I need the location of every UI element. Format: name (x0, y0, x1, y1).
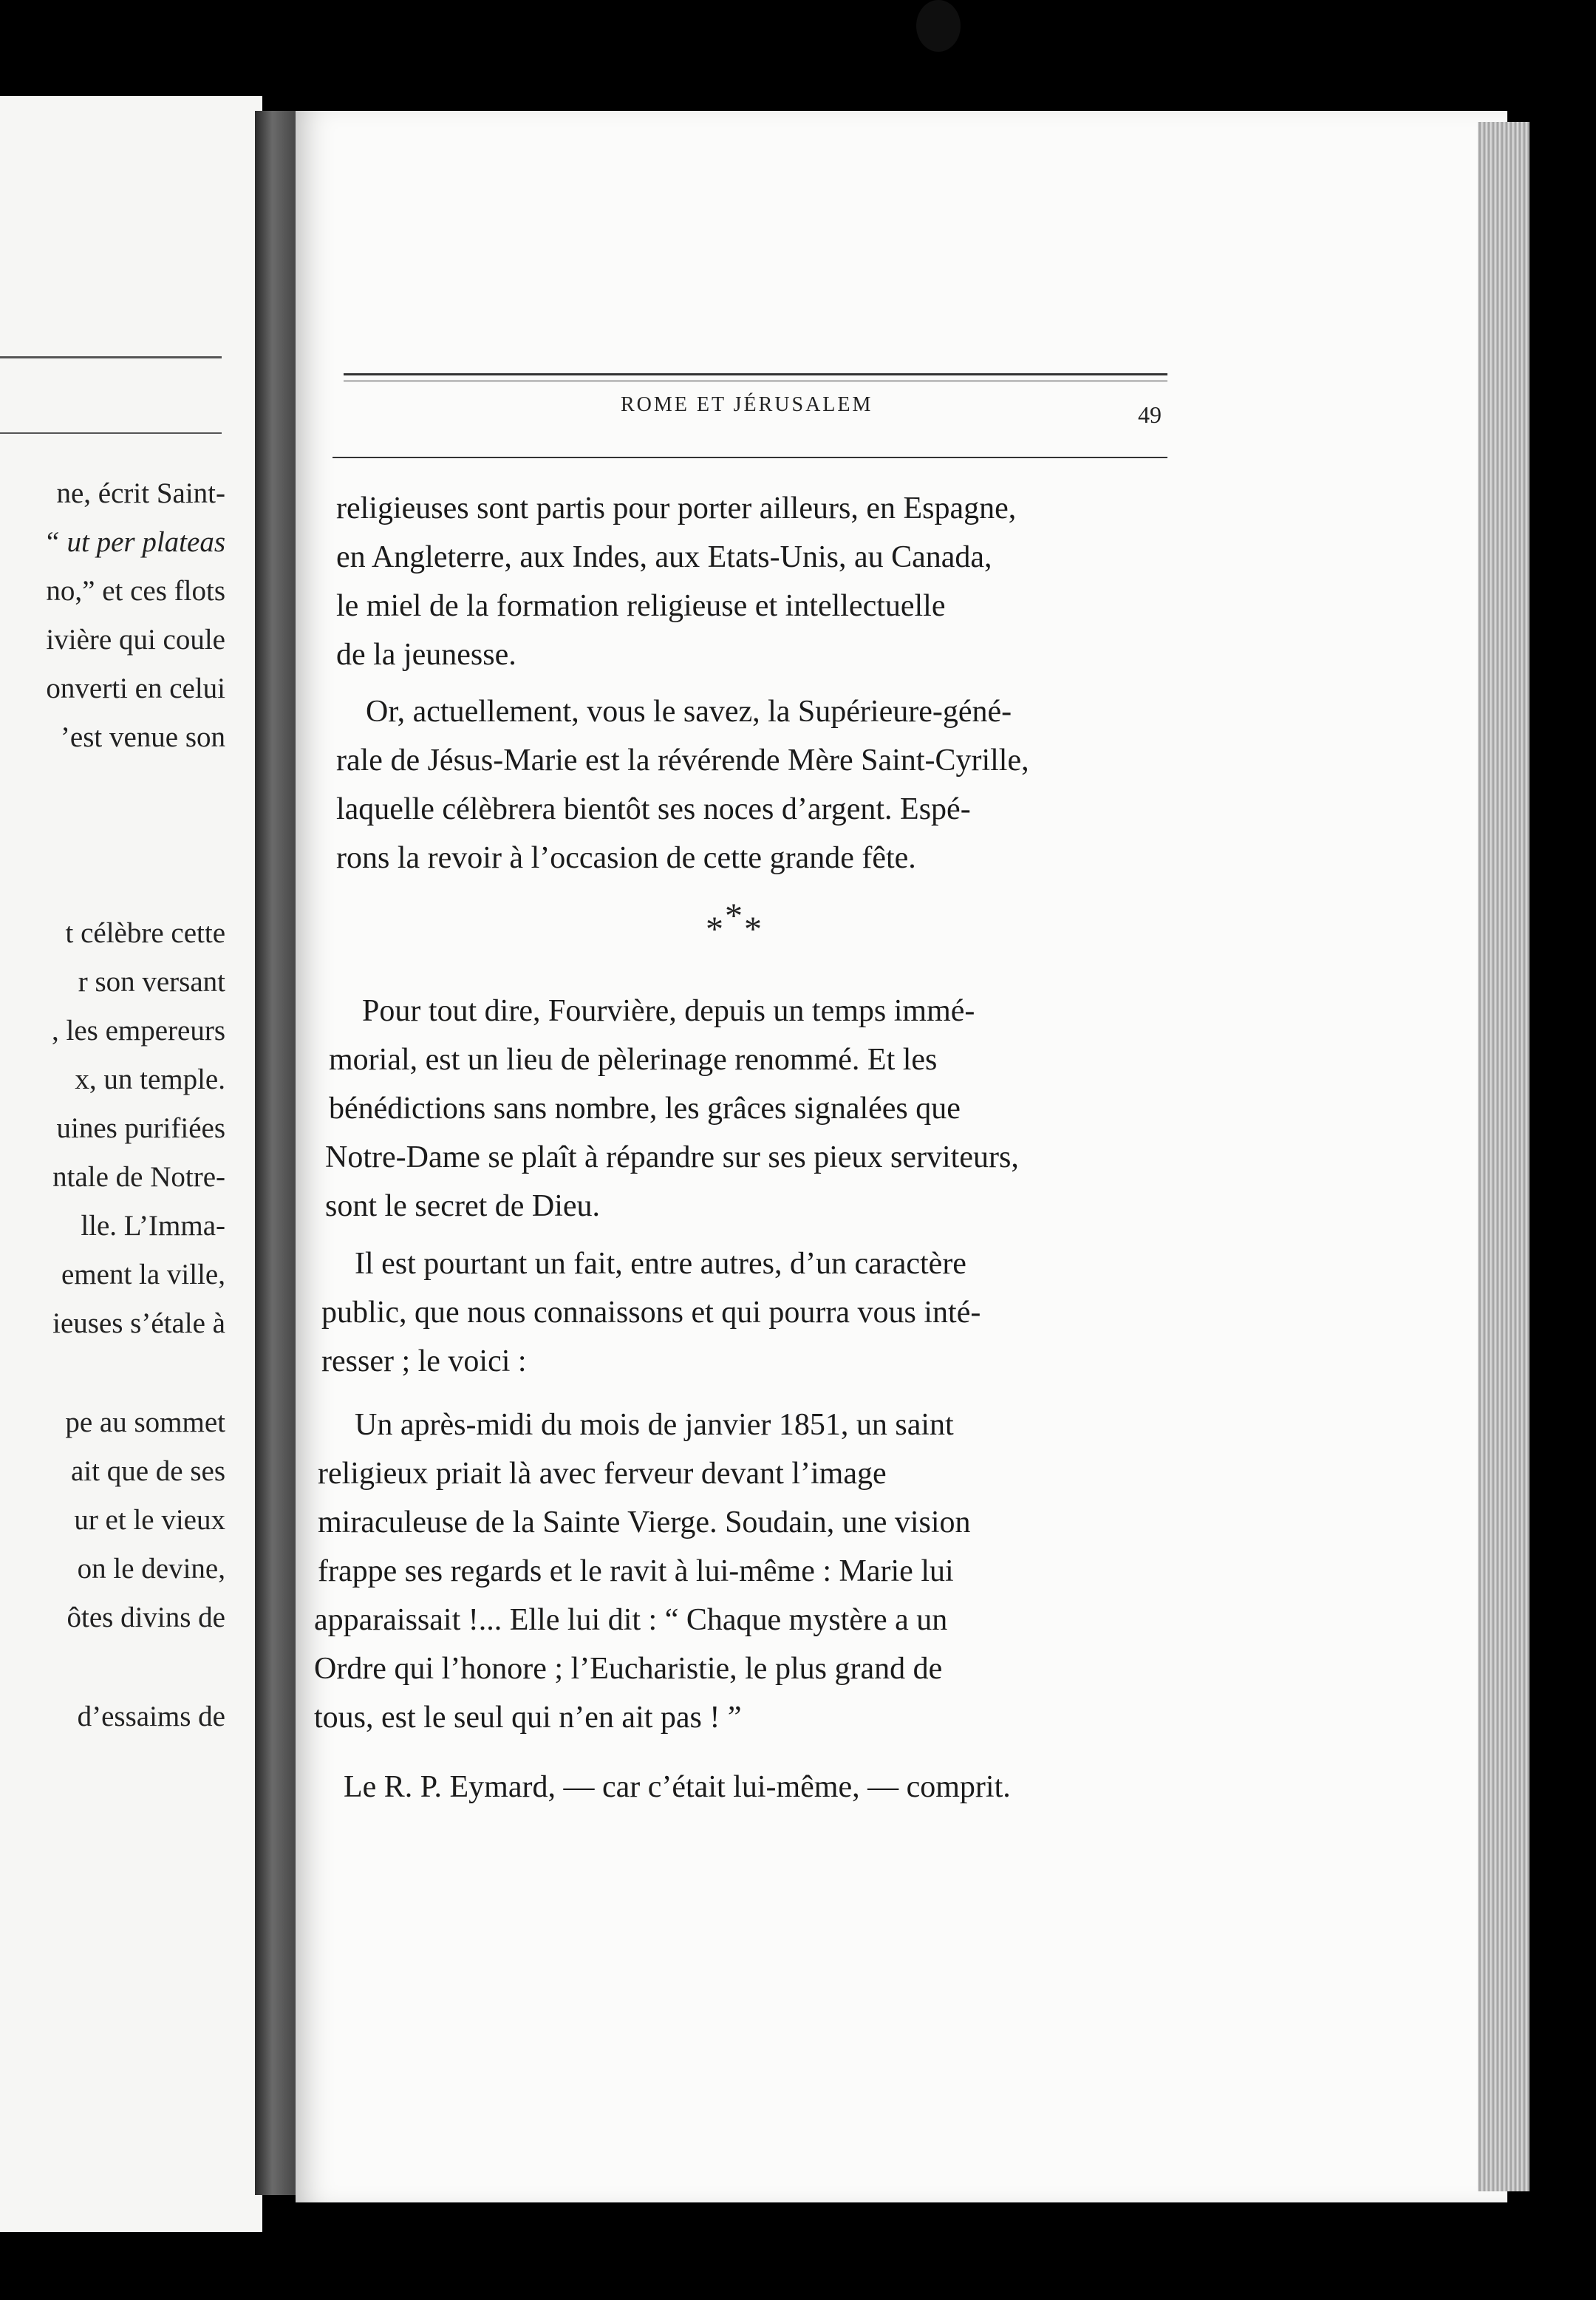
body-text-line: morial, est un lieu de pèlerinage renommé. Et les (329, 1043, 938, 1077)
left-page-line: d’essaims de (77, 1701, 225, 1732)
body-text-line: Ordre qui l’honore ; l’Eucharistie, le plus grand de (314, 1652, 943, 1686)
left-page-line: r son versant (78, 966, 225, 998)
asterism-separator: *** (706, 896, 763, 949)
header-rule (344, 373, 1167, 375)
left-page-line: , les empereurs (52, 1015, 225, 1047)
body-text-line: en Angleterre, aux Indes, aux Etats-Unis, au Canada, (336, 540, 992, 574)
left-page-line: lle. L’Imma- (81, 1210, 225, 1242)
body-text-line: apparaissait !... Elle lui dit : “ Chaque mystère a un (314, 1603, 948, 1637)
left-page-line: ôtes divins de (66, 1602, 225, 1633)
left-page-line: x, un temple. (75, 1064, 225, 1095)
left-page-line: ne, écrit Saint- (56, 477, 225, 509)
body-text-line: rons la revoir à l’occasion de cette grande fête. (336, 841, 916, 875)
left-page-line: onverti en celui (46, 673, 225, 704)
body-text-line: resser ; le voici : (321, 1344, 527, 1378)
running-head: ROME ET JÉRUSALEM (621, 393, 873, 416)
left-page-line: ieuses s’étale à (52, 1307, 225, 1339)
body-text-line: religieux priait là avec ferveur devant l’image (318, 1457, 887, 1491)
left-page-line: ivière qui coule (46, 624, 225, 656)
body-text-line: frappe ses regards et le ravit à lui-même : Marie lui (318, 1554, 954, 1588)
left-page-line: ement la ville, (61, 1259, 225, 1290)
body-text-line: Or, actuellement, vous le savez, la Supérieure-géné- (366, 695, 1012, 729)
body-text-line: tous, est le seul qui n’en ait pas ! ” (314, 1701, 742, 1735)
body-text-line: rale de Jésus-Marie est la révérende Mère Saint-Cyrille, (336, 744, 1029, 778)
left-page-rule (0, 432, 222, 434)
header-rule (332, 457, 1167, 458)
body-text-line: Le R. P. Eymard, — car c’était lui-même, — comprit. (344, 1770, 1011, 1804)
left-page-rule (0, 356, 222, 358)
body-text-line: bénédictions sans nombre, les grâces signalées que (329, 1092, 961, 1126)
page-edges (1478, 122, 1530, 2191)
left-page-line: uines purifiées (56, 1112, 225, 1144)
left-facing-page (0, 96, 262, 2232)
left-page-line: no,” et ces flots (46, 575, 225, 607)
body-text-line: Il est pourtant un fait, entre autres, d’un caractère (355, 1247, 966, 1281)
left-page-line: on le devine, (77, 1553, 225, 1585)
body-text-line: Un après-midi du mois de janvier 1851, un saint (355, 1408, 954, 1442)
body-text-line: sont le secret de Dieu. (325, 1189, 601, 1223)
left-page-line: “ ut per plateas (44, 526, 225, 558)
body-text-line: de la jeunesse. (336, 638, 516, 672)
body-text-line: miraculeuse de la Sainte Vierge. Soudain, une vision (318, 1505, 971, 1539)
left-page-line: pe au sommet (65, 1406, 225, 1438)
left-page-line: ’est venue son (60, 721, 225, 753)
body-text-line: le miel de la formation religieuse et intellectuelle (336, 589, 946, 623)
left-page-line: ntale de Notre- (52, 1161, 225, 1193)
body-text-line: laquelle célèbrera bientôt ses noces d’argent. Espé- (336, 792, 971, 826)
body-text-line: religieuses sont partis pour porter ailleurs, en Espagne, (336, 491, 1017, 525)
body-text-line: Pour tout dire, Fourvière, depuis un temps immé- (362, 994, 975, 1028)
body-text-line: Notre-Dame se plaît à répandre sur ses pieux serviteurs, (325, 1140, 1019, 1174)
left-page-line: ait que de ses (70, 1455, 225, 1487)
left-page-line: t célèbre cette (65, 917, 225, 949)
scan-blot (916, 0, 961, 52)
body-text-line: public, que nous connaissons et qui pourra vous inté- (321, 1296, 981, 1330)
page-number: 49 (1138, 401, 1162, 428)
left-page-line: ur et le vieux (74, 1504, 225, 1536)
